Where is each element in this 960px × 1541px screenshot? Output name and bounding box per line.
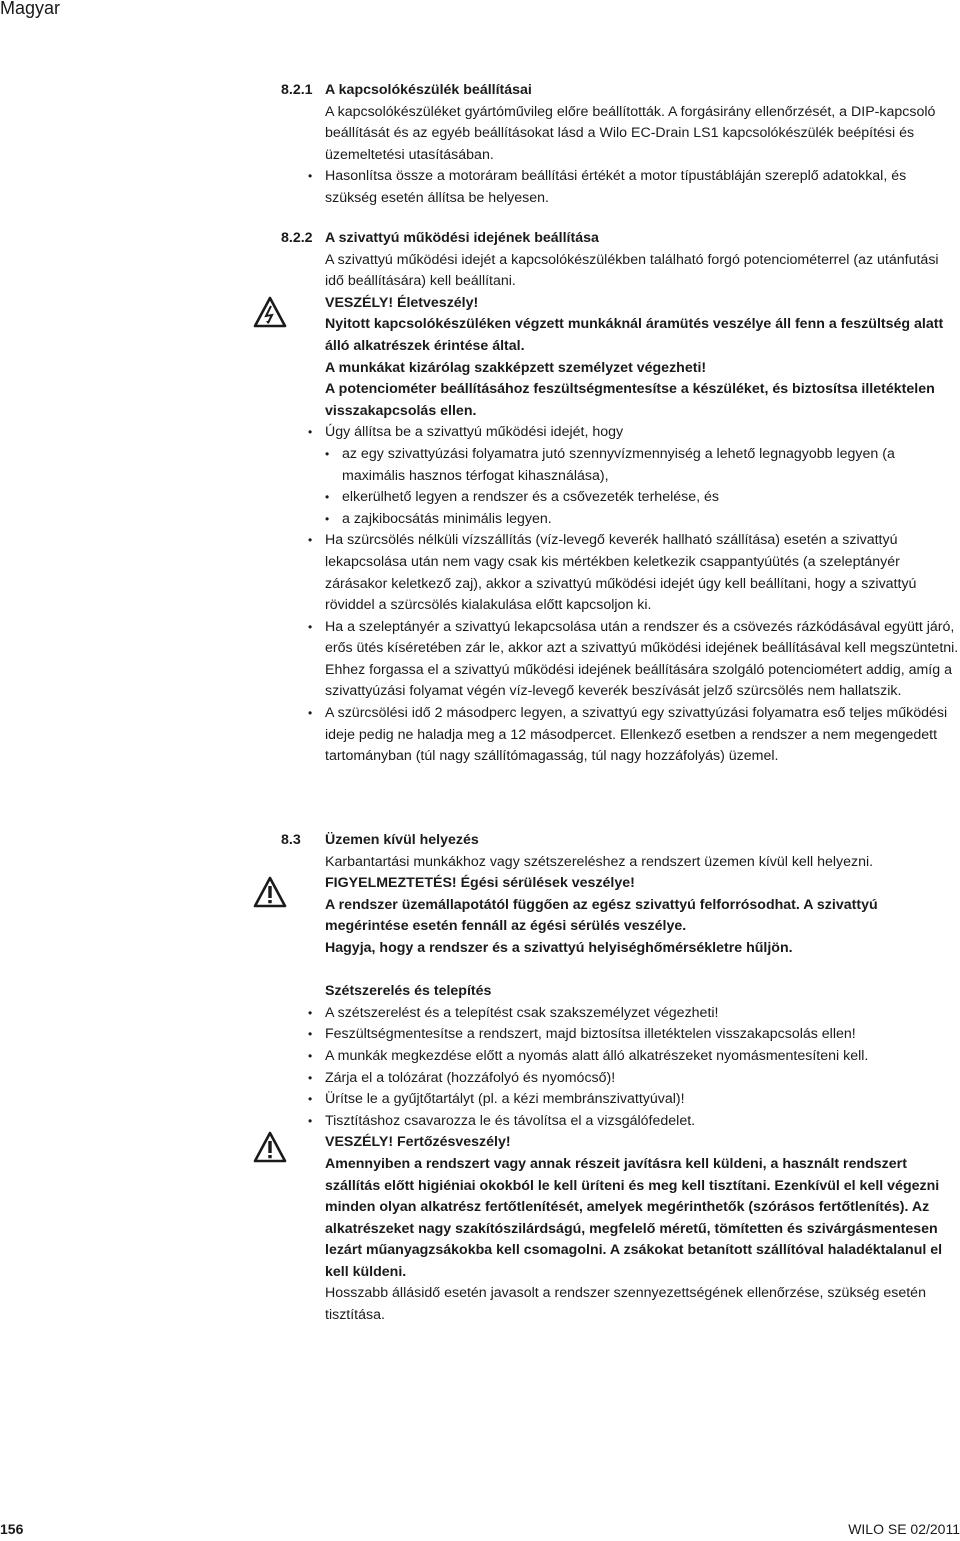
- section-8-2-1: [281, 80, 960, 210]
- language-label: Magyar: [0, 0, 61, 18]
- list-item: • Ha a szeleptányér a szivattyú lekapcsolása után a rendszer és a csövezés rázkódásával együtt járó, erős ütés kíséretében zár le, akkor azt a szivattyú működési idejének beállításával kell megszüntetni. Ehhez forgassa el a szivattyú működési idejének beállítására szolgáló potenciométert addig, amíg a szivattyúzási folyamat végén víz-levegő keverék beszívását jelző szürcsölés nem hallatszik.: [325, 617, 960, 703]
- warning-heading: FIGYELMEZTETÉS! Égési sérülések veszélye!: [325, 875, 635, 892]
- warning-icon: [253, 876, 287, 908]
- section-title: A szivattyú működési idejének beállítása: [325, 230, 599, 246]
- page-number: 156: [0, 1521, 24, 1537]
- paragraph: A kapcsolókészüléket gyártóművileg előre beállították. A forgásirány ellenőrzését, a DIP-kapcsoló beállítását és az egyéb beállításokat lásd a Wilo EC-Drain LS1 kapcsolókészülék beépítési és üzemeltetési utasításában.: [325, 103, 936, 163]
- list-item: • A szétszerelést és a telepítést csak szakszemélyzet végezheti!: [325, 1003, 960, 1025]
- paragraph: A szivattyú működési idejét a kapcsolókészülékben található forgó potenciométerrel (az utánfutási idő beállítására) kell beállítani.: [325, 251, 939, 290]
- warning-text: Nyitott kapcsolókészüléken végzett munkáknál áramütés veszélye áll fenn a feszültség alatt álló alkatrészek érintése által.: [325, 316, 944, 354]
- warning-text: Hagyja, hogy a rendszer és a szivattyú helyiséghőmérsékletre hűljön.: [325, 939, 793, 956]
- list-item-text: Úgy állítsa be a szivattyú működési idejét, hogy: [325, 424, 624, 441]
- section-number: 8.3: [281, 832, 301, 848]
- list-item: • Tisztításhoz csavarozza le és távolítsa el a vizsgálófedelet.: [325, 1111, 960, 1133]
- section-title: Üzemen kívül helyezés: [325, 832, 479, 848]
- warning-text: Amennyiben a rendszert vagy annak részeit javításra kell küldeni, a használt rendszert szállítás előtt higiéniai okokból le kell üríteni és meg kell tisztítani. Ezenkívül el kell végezni minden olyan alkatrész fertőtlenítését, amelyek megérinthetők (szórásos fertőtlenítés). Az alkatrészeket nagy szakítószilárdságú, megfelelő méretű, tömítetten és szivárgásmentesen lezárt műanyagzsákokba kell csomagolni. A zsákokat betanított szállítóval haladéktalanul el kell küldeni.: [325, 1155, 943, 1280]
- list-item: • A munkák megkezdése előtt a nyomás alatt álló alkatrészeket nyomásmentesíteni kell.: [325, 1046, 960, 1068]
- sub-list-item: • az egy szivattyúzási folyamatra jutó szennyvízmennyiség a lehető legnagyobb legyen (a maximális hasznos térfogat kihasználása),: [342, 444, 960, 487]
- danger-heading: VESZÉLY! Életveszély!: [325, 294, 479, 311]
- warning-icon: [253, 1131, 287, 1163]
- list-item: • Hasonlítsa össze a motoráram beállítási értékét a motor típustábláján szereplő adatokkal, és szükség esetén állítsa be helyesen.: [325, 166, 960, 209]
- warning-text: A munkákat kizárólag szakképzett személyzet végezheti!: [325, 359, 707, 376]
- document-id: WILO SE 02/2011: [848, 1521, 960, 1537]
- sub-list-item: • a zajkibocsátás minimális legyen.: [342, 509, 960, 531]
- paragraph: Karbantartási munkákhoz vagy szétszereléshez a rendszert üzemen kívül kell helyezni.: [325, 853, 874, 870]
- section-title: A kapcsolókészülék beállításai: [325, 82, 532, 98]
- warning-text: A potenciométer beállításához feszültségmentesítse a készüléket, és biztosítsa illetéktelen visszakapcsolás ellen.: [325, 381, 935, 419]
- list-item: • Ürítse le a gyűjtőtartályt (pl. a kézi membránszivattyúval)!: [325, 1089, 960, 1111]
- subsection-title: Szétszerelés és telepítés: [325, 983, 492, 1000]
- sub-list-item: • elkerülhető legyen a rendszer és a csővezeték terhelése, és: [342, 487, 960, 509]
- danger-heading: VESZÉLY! Fertőzésveszély!: [325, 1134, 511, 1151]
- list-item: • Ha szürcsölés nélküli vízszállítás (víz-levegő keverék hallható szállítása) esetén a szivattyú lekapcsolása után nem vagy csak kis mértékben keletkezik csappantyúütés (a szeleptányér zárásakor keletkező zaj), akkor a szivattyú működési idejét úgy kell beállítani, hogy a szivattyú röviddel a szürcsölés kialakulása előtt kapcsoljon ki.: [325, 530, 960, 616]
- section-8-3: [281, 830, 960, 1327]
- list-item: • A szürcsölési idő 2 másodperc legyen, a szivattyú egy szivattyúzási folyamatra eső teljes működési ideje pedig ne haladja meg a 12 másodpercet. Ellenkező esetben a rendszer a nem megengedett tartományban (túl nagy szállítómagasság, túl nagy hozzáfolyás) üzemel.: [325, 703, 960, 768]
- list-item: • Zárja el a tolózárat (hozzáfolyó és nyomócső)!: [325, 1068, 960, 1090]
- warning-text: A rendszer üzemállapotától függően az egész szivattyú felforrósodhat. A szivattyú megérintése esetén fennáll az égési sérülés veszélye.: [325, 896, 878, 935]
- electrical-hazard-icon: [253, 296, 287, 328]
- list-item: [325, 422, 960, 530]
- paragraph: Hosszabb állásidő esetén javasolt a rendszer szennyezettségének ellenőrzése, szükség esetén tisztítása.: [325, 1285, 926, 1324]
- list-item: • Feszültségmentesítse a rendszert, majd biztosítsa illetéktelen visszakapcsolás ellen!: [325, 1024, 960, 1046]
- section-number: 8.2.1: [281, 82, 313, 98]
- section-number: 8.2.2: [281, 230, 313, 246]
- section-8-2-2: [281, 228, 960, 768]
